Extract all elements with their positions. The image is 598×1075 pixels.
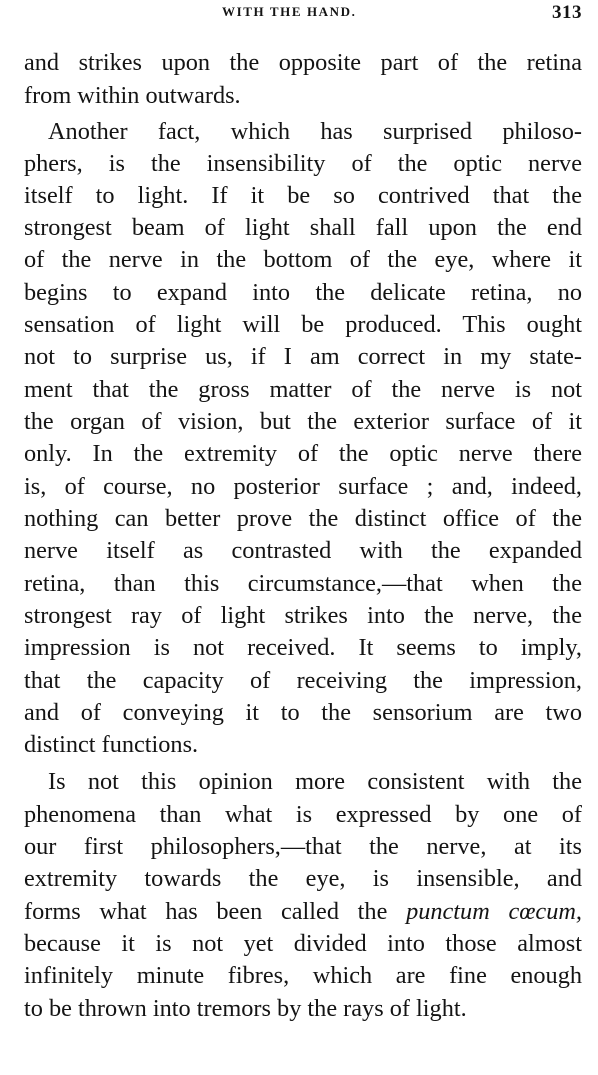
text-line: and of conveying it to the sensorium are two [24,699,582,726]
text-line: nerve itself as contrasted with the expanded [24,537,582,564]
text-line: extremity towards the eye, is insensible, and [24,865,582,892]
text-line: of the nerve in the bottom of the eye, where it [24,246,582,273]
text-line: from within outwards. [24,82,241,109]
text-line: ment that the gross matter of the nerve is not [24,376,582,403]
text-line: begins to expand into the delicate retina, no [24,279,582,306]
text-line-roman: forms what has been called the [24,898,407,925]
text-line: strongest ray of light strikes into the nerve, the [24,602,582,629]
text-line: sensation of light will be produced. This ought [24,311,582,338]
italic-term: punctum cœcum, [406,898,582,925]
text-line: Is not this opinion more consistent with the [48,768,582,795]
text-line: itself to light. If it be so contrived that the [24,182,582,209]
text-line: is, of course, no posterior surface ; and, indeed, [24,473,582,500]
text-line: only. In the extremity of the optic nerve there [24,440,582,467]
text-line: retina, than this circumstance,—that when the [24,570,582,597]
text-line: infinitely minute fibres, which are fine enough [24,962,582,989]
text-line: that the capacity of receiving the impression, [24,667,582,694]
running-head: WITH THE HAND. [222,4,357,19]
text-line: and strikes upon the opposite part of the retina [24,49,582,76]
text-line: to be thrown into tremors by the rays of light. [24,995,467,1022]
text-line: Another fact, which has surprised philoso- [48,118,582,145]
text-line: the organ of vision, but the exterior surface of it [24,408,582,435]
text-line: phers, is the insensibility of the optic nerve [24,150,582,177]
text-line: because it is not yet divided into those almost [24,930,582,957]
text-line: phenomena than what is expressed by one of [24,801,582,828]
text-line: our first philosophers,—that the nerve, at its [24,833,582,860]
text-line: distinct functions. [24,731,199,758]
page-number: 313 [552,2,582,23]
text-line: nothing can better prove the distinct office of the [24,505,582,532]
text-line: impression is not received. It seems to imply, [24,634,582,661]
text-line: not to surprise us, if I am correct in my state- [24,343,582,370]
text-line: strongest beam of light shall fall upon the end [24,214,582,241]
text-line [24,897,582,927]
